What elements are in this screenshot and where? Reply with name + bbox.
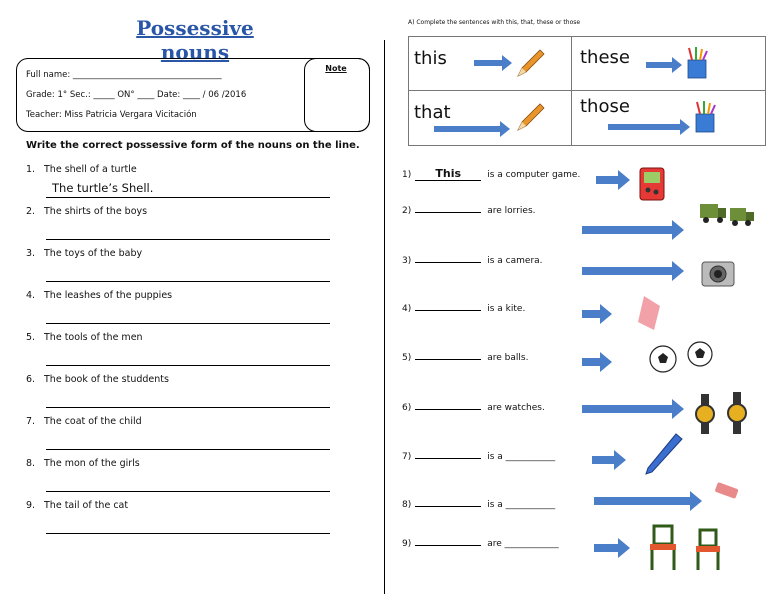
- watch-icon: [728, 392, 746, 434]
- exercise-number: 2): [402, 206, 412, 216]
- exercise-item: [402, 304, 525, 314]
- note-label: Note: [325, 64, 347, 73]
- exercise-number: 6): [402, 403, 412, 413]
- arrow-that: [434, 121, 510, 137]
- left-instruction: Write the correct possessive form of the nouns on the line.: [26, 140, 360, 151]
- arrow-ex6: [582, 399, 684, 419]
- camera-icon: [702, 262, 734, 286]
- pencil-icon: [518, 104, 544, 130]
- question-number: 8.: [26, 458, 36, 469]
- game-console-icon: [640, 168, 664, 200]
- question-text: The shirts of the boys: [44, 206, 148, 217]
- watch-icon: [696, 394, 714, 434]
- kite-icon: [638, 296, 660, 330]
- answer-blank[interactable]: [415, 409, 481, 410]
- answer-blank[interactable]: [415, 310, 481, 311]
- arrow-those: [608, 119, 690, 135]
- pencils-cup-icon: [696, 101, 715, 132]
- answer-blank[interactable]: [415, 212, 481, 213]
- answer-blank[interactable]: This: [415, 167, 481, 181]
- arrow-ex3: [582, 261, 684, 281]
- question-text: The coat of the child: [44, 416, 142, 427]
- chair-icon: [650, 526, 676, 570]
- exercise-text: is a camera.: [487, 256, 543, 266]
- arrow-ex8: [594, 491, 702, 511]
- arrow-ex7: [592, 450, 626, 470]
- question-number: 2.: [26, 206, 36, 217]
- word-these: these: [580, 47, 630, 68]
- answer-text: The turtle’s Shell.: [52, 181, 154, 195]
- question-text: The book of the studdents: [44, 374, 169, 385]
- grade-line: Grade: 1° Sec.: _____ ON° ____ Date: ____ / 06 /2016: [26, 90, 247, 100]
- exercise-item: [402, 206, 536, 216]
- question-number: 9.: [26, 500, 36, 511]
- answer-blank[interactable]: [415, 262, 481, 263]
- word-those: those: [580, 96, 630, 117]
- arrow-ex4: [582, 304, 612, 324]
- arrow-ex2: [582, 220, 684, 240]
- exercise-number: 7): [402, 452, 412, 462]
- question-text: The shell of a turtle: [44, 164, 137, 175]
- page-title: Possessive nouns: [136, 16, 254, 64]
- exercise-item: [402, 256, 543, 266]
- question-number: 3.: [26, 248, 36, 259]
- answer-blank[interactable]: [415, 506, 481, 507]
- arrow-ex5: [582, 352, 612, 372]
- question-text: The mon of the girls: [44, 458, 140, 469]
- exercise-text: is a ___________: [487, 500, 556, 510]
- exercise-item: [402, 500, 555, 510]
- exercise-number: 1): [402, 170, 412, 180]
- exercise-text: is a ___________: [487, 452, 556, 462]
- question-number: 1.: [26, 164, 36, 175]
- pen-icon: [646, 434, 682, 474]
- right-instruction: A) Complete the sentences with this, that, these or those: [408, 19, 581, 26]
- exercise-text: are ____________: [487, 539, 559, 549]
- word-that: that: [414, 102, 451, 123]
- exercise-item: [402, 539, 559, 549]
- truck-icon: [700, 204, 726, 223]
- arrow-ex9: [594, 538, 630, 558]
- chair-icon: [696, 530, 720, 570]
- pencil-icon: [518, 50, 544, 76]
- exercise-number: 4): [402, 304, 412, 314]
- exercise-number: 5): [402, 353, 412, 363]
- question-number: 7.: [26, 416, 36, 427]
- arrow-these: [646, 57, 682, 73]
- question-number: 6.: [26, 374, 36, 385]
- question-number: 5.: [26, 332, 36, 343]
- answer-blank[interactable]: [415, 458, 481, 459]
- exercise-text: are watches.: [487, 403, 545, 413]
- exercise-number: 9): [402, 539, 412, 549]
- question-text: The toys of the baby: [44, 248, 143, 259]
- arrow-ex1: [596, 170, 630, 190]
- full-name-line: Full name: ___________________________________: [26, 70, 222, 80]
- question-text: The tail of the cat: [44, 500, 129, 511]
- exercise-item: [402, 452, 555, 462]
- exercise-item: [402, 353, 528, 363]
- question-number: 4.: [26, 290, 36, 301]
- answer-blank[interactable]: [415, 545, 481, 546]
- teacher-line: Teacher: Miss Patricia Vergara Vicitación: [26, 110, 197, 120]
- question-text: The leashes of the puppies: [44, 290, 173, 301]
- exercise-text: is a computer game.: [487, 170, 581, 180]
- exercise-item: [402, 167, 580, 181]
- eraser-icon: [715, 482, 739, 499]
- word-this: this: [414, 48, 447, 69]
- question-text: The tools of the men: [44, 332, 143, 343]
- truck-icon: [730, 208, 754, 226]
- soccer-ball-icon: [688, 342, 712, 366]
- answer-blank[interactable]: [415, 359, 481, 360]
- exercise-number: 8): [402, 500, 412, 510]
- arrow-this: [474, 55, 512, 71]
- exercise-text: is a kite.: [487, 304, 526, 314]
- exercise-item: [402, 403, 545, 413]
- soccer-ball-icon: [650, 346, 676, 372]
- exercise-number: 3): [402, 256, 412, 266]
- exercise-text: are balls.: [487, 353, 529, 363]
- exercise-text: are lorries.: [487, 206, 536, 216]
- pencils-cup-icon: [688, 47, 707, 78]
